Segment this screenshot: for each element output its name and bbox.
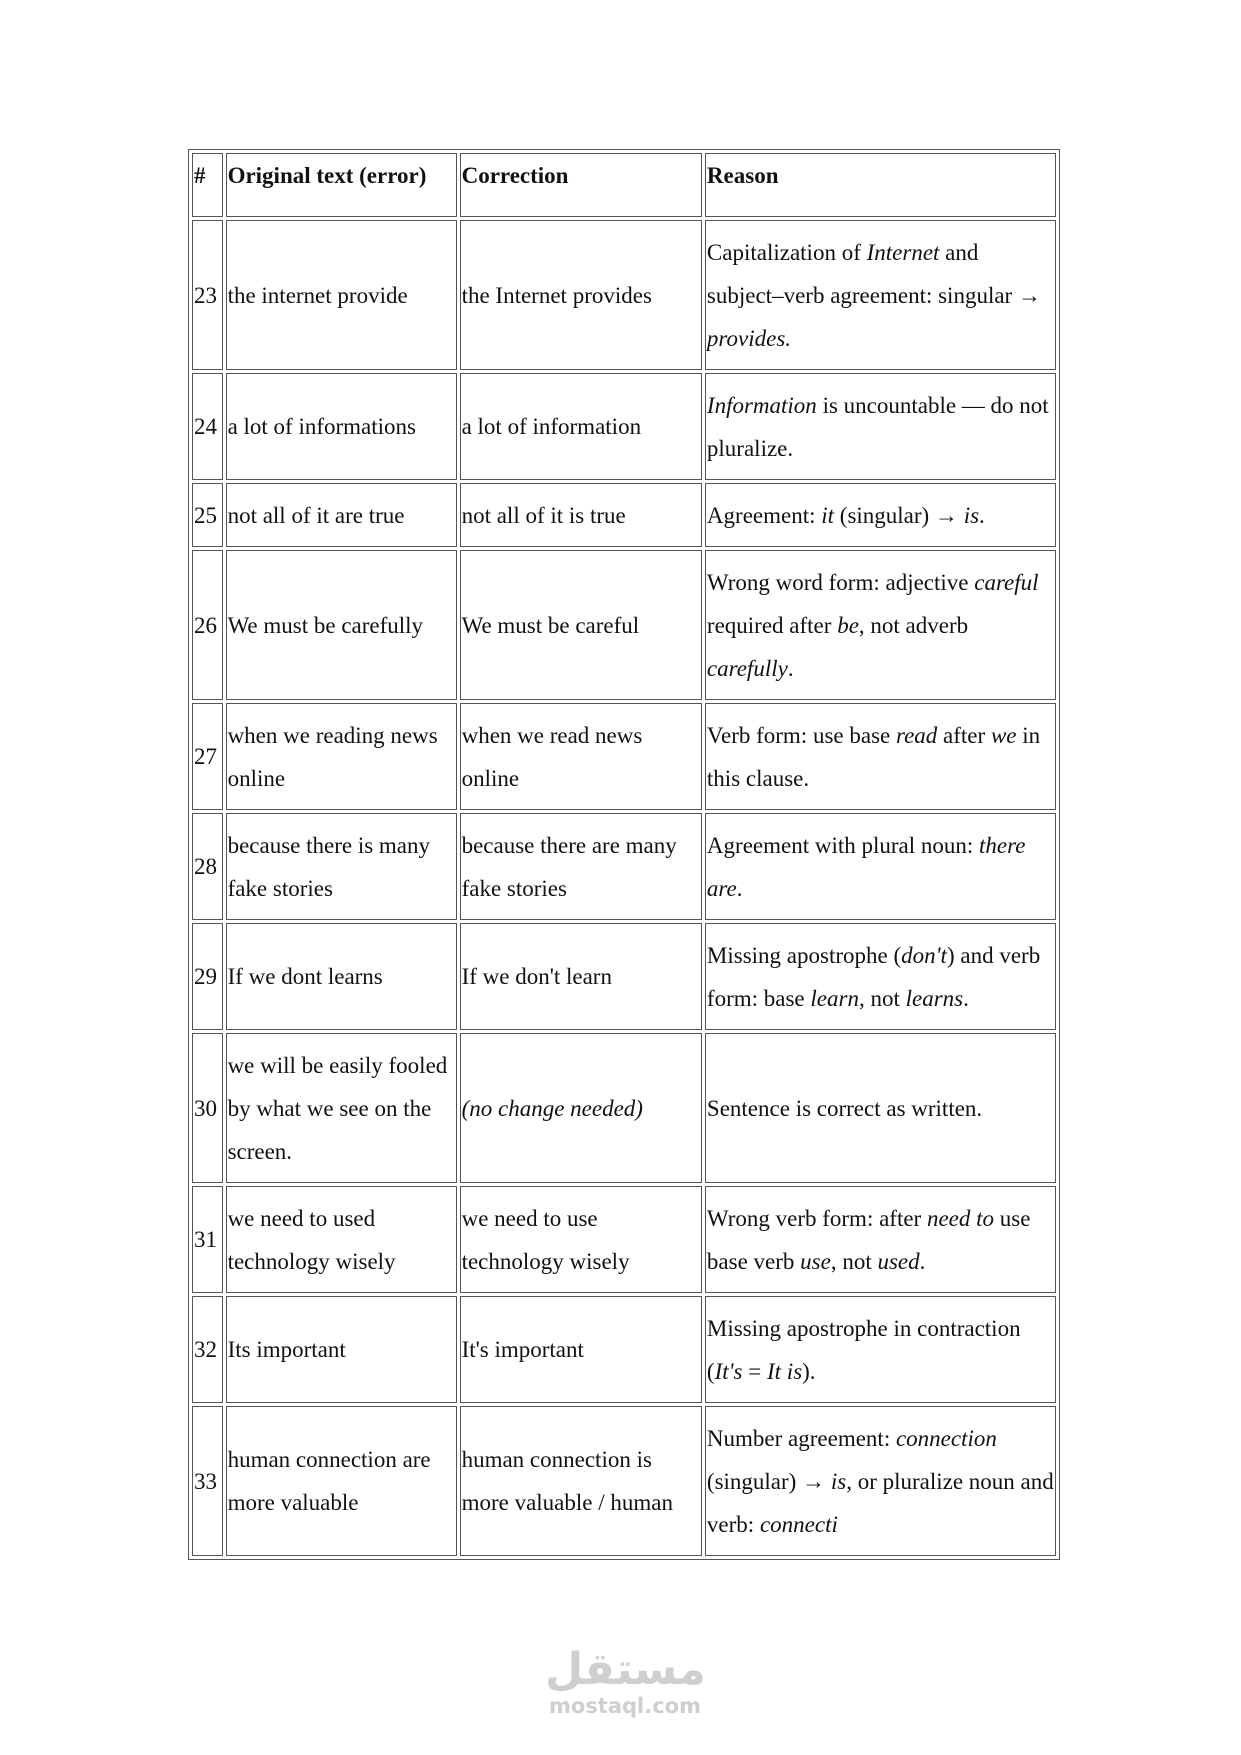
reason-cell [705,1296,1056,1403]
reason-italic-segment: It's [714,1358,743,1384]
reason-italic-segment: is [963,502,980,528]
header-num: # [192,153,223,217]
original-text-cell: a lot of informations [226,373,457,480]
reason-text-segment: , not [830,1248,878,1274]
original-text-cell: we will be easily fooled by what we see on the screen. [226,1033,457,1183]
reason-text-segment: Agreement with plural noun: [706,832,980,858]
original-text-cell: human connection are more valuable [226,1406,457,1556]
reason-italic-segment: Internet [866,239,940,265]
reason-cell [705,483,1056,547]
reason-italic-segment: careful [974,569,1039,595]
reason-italic-segment: connecti [759,1511,838,1537]
reason-italic-segment: learn [810,985,859,1011]
reason-text-segment: Capitalization of [706,239,867,265]
table-row [192,703,1056,810]
mostaql-watermark [545,1645,705,1717]
reason-text-segment: ). [802,1358,816,1384]
reason-cell [705,923,1056,1030]
correction-cell: when we read news online [460,703,702,810]
reason-text-segment: , or pluralize noun and verb: [706,1468,1054,1537]
reason-cell [705,220,1056,370]
reason-cell [705,550,1056,700]
original-text-cell: Its important [226,1296,457,1403]
reason-text-segment: after [937,722,991,748]
table-row [192,813,1056,920]
reason-text-segment: Sentence is correct as written. [706,1095,983,1121]
reason-text-segment: ) and verb form: base [706,942,1041,1011]
row-number: 24 [192,373,223,480]
reason-cell [705,813,1056,920]
reason-text-segment: = [742,1358,767,1384]
correction-cell: If we don't learn [460,923,702,1030]
reason-italic-segment: used [877,1248,920,1274]
header-reason: Reason [705,153,1056,217]
row-number: 23 [192,220,223,370]
row-number: 31 [192,1186,223,1293]
correction-cell: a lot of information [460,373,702,480]
header-original: Original text (error) [226,153,457,217]
reason-text-segment: required after [706,612,838,638]
reason-italic-segment: Information [706,392,817,418]
reason-italic-segment: carefully [706,655,788,681]
table-row [192,550,1056,700]
reason-italic-segment: It is [767,1358,803,1384]
reason-text-segment: Missing apostrophe ( [706,942,902,968]
original-text-cell: We must be carefully [226,550,457,700]
table-row [192,220,1056,370]
reason-text-segment: Number agreement: [706,1425,896,1451]
watermark-arabic: مستقل [545,1644,706,1695]
reason-text-segment: use base verb [706,1205,1031,1274]
reason-text-segment: Agreement: [706,502,822,528]
reason-italic-segment: connection [895,1425,997,1451]
table-row [192,1406,1056,1556]
row-number: 29 [192,923,223,1030]
reason-italic-segment: is [830,1468,847,1494]
reason-italic-segment: provides. [706,325,792,351]
reason-text-segment: Wrong verb form: after [706,1205,927,1231]
reason-text-segment: (singular) → [706,1468,831,1494]
original-text-cell: because there is many fake stories [226,813,457,920]
reason-text-segment: , not [858,985,906,1011]
correction-cell: We must be careful [460,550,702,700]
table-body [192,220,1056,1556]
row-number: 28 [192,813,223,920]
reason-text-segment: in this clause. [706,722,1041,791]
reason-text-segment: . [963,985,969,1011]
row-number: 32 [192,1296,223,1403]
reason-text-segment: (singular) → [834,502,964,528]
corrections-table [188,149,1060,1560]
original-text-cell: the internet provide [226,220,457,370]
reason-text-segment: Missing apostrophe in contraction ( [706,1315,1021,1384]
reason-cell [705,1033,1056,1183]
reason-text-segment: . [919,1248,926,1274]
row-number: 27 [192,703,223,810]
row-number: 30 [192,1033,223,1183]
reason-text-segment: . [736,875,743,901]
corrections-table-container [188,149,1060,1560]
reason-italic-segment: don't [901,942,947,968]
table-row [192,483,1056,547]
original-text-cell: we need to used technology wisely [226,1186,457,1293]
reason-cell [705,373,1056,480]
table-row [192,373,1056,480]
reason-text-segment: and subject–verb agreement: singular → [706,239,1041,308]
table-row [192,1186,1056,1293]
reason-text-segment: , not adverb [858,612,969,638]
reason-italic-segment: learns [905,985,964,1011]
correction-cell: human connection is more valuable / human [460,1406,702,1556]
reason-text-segment: Wrong word form: adjective [706,569,975,595]
row-number: 26 [192,550,223,700]
correction-cell: (no change needed) [460,1033,702,1183]
table-row [192,1033,1056,1183]
reason-text-segment: . [787,655,794,681]
reason-cell [705,1186,1056,1293]
reason-cell [705,1406,1056,1556]
reason-italic-segment: there are [706,832,1026,901]
correction-cell: because there are many fake stories [460,813,702,920]
reason-italic-segment: be [837,612,859,638]
correction-cell: we need to use technology wisely [460,1186,702,1293]
header-correction: Correction [460,153,702,217]
table-row [192,1296,1056,1403]
original-text-cell: not all of it are true [226,483,457,547]
row-number: 25 [192,483,223,547]
reason-text-segment: is uncountable — do not pluralize. [706,392,1049,461]
correction-cell: not all of it is true [460,483,702,547]
row-number: 33 [192,1406,223,1556]
reason-cell [705,703,1056,810]
original-text-cell: If we dont learns [226,923,457,1030]
reason-italic-segment: it [821,502,835,528]
correction-cell: the Internet provides [460,220,702,370]
table-row [192,923,1056,1030]
original-text-cell: when we reading news online [226,703,457,810]
watermark-latin: mostaql.com [549,1694,701,1718]
reason-text-segment: Verb form: use base [706,722,896,748]
reason-italic-segment: read [895,722,938,748]
reason-italic-segment: need to [926,1205,995,1231]
correction-cell: It's important [460,1296,702,1403]
reason-italic-segment: we [990,722,1017,748]
table-header-row [192,153,1056,217]
reason-text-segment: . [979,502,985,528]
reason-italic-segment: use [800,1248,831,1274]
